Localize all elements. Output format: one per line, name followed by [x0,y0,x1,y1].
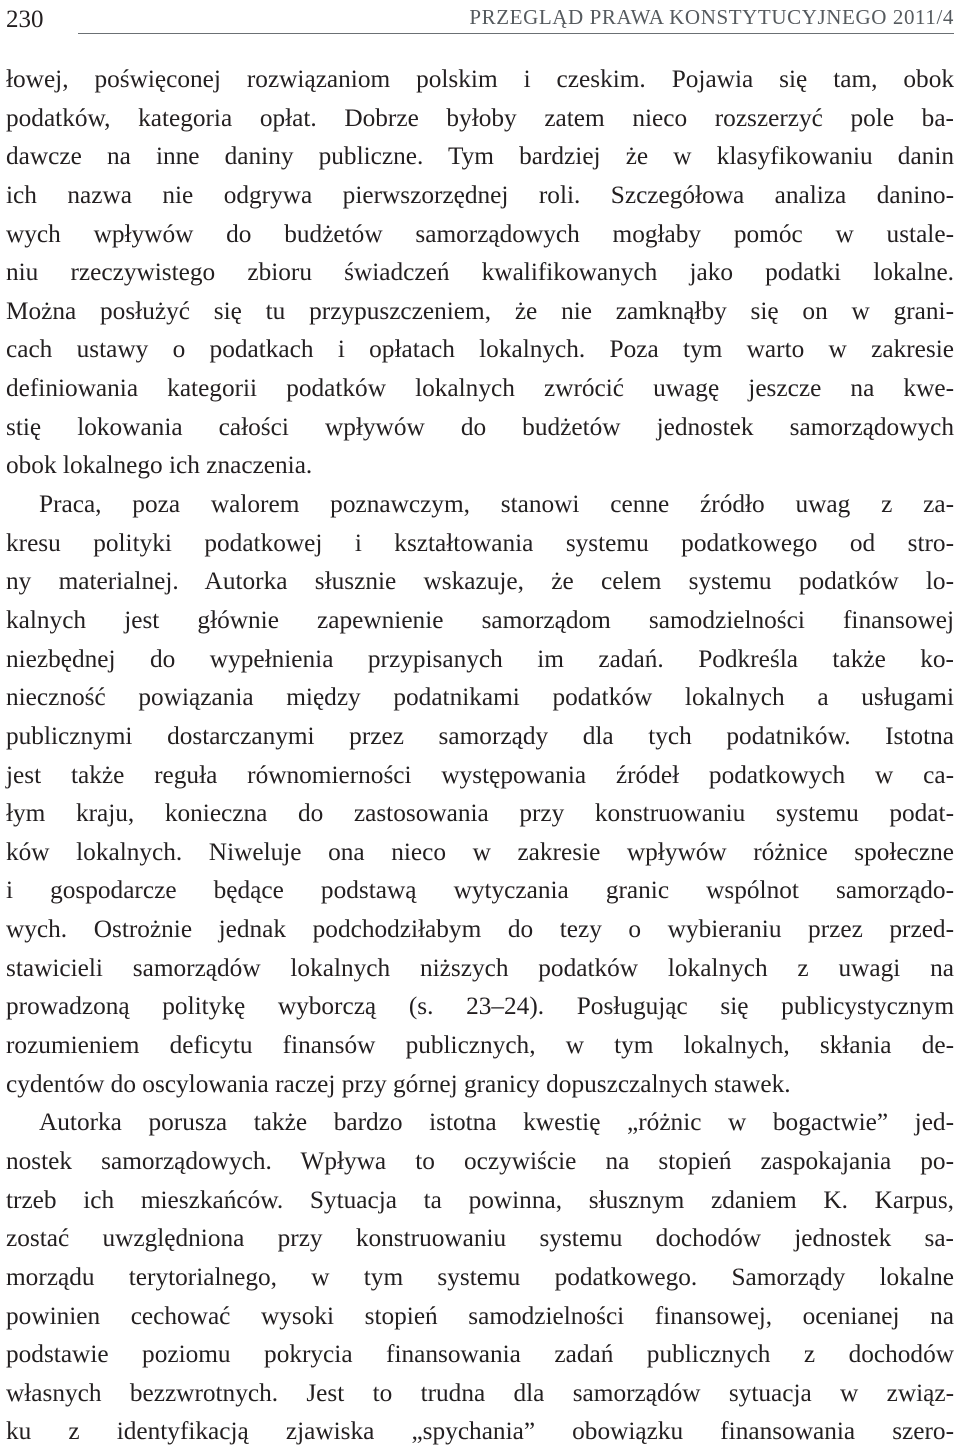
text-line: cach ustawy o podatkach i opłatach lokalnych. Poza tym warto w zakresie [6,335,954,364]
text-line: cydentów do oscylowania raczej przy górnej granicy dopuszczalnych stawek. [6,1069,791,1098]
text-line: Autorka porusza także bardzo istotna kwestię „różnic w bogactwie” jed- [39,1108,954,1137]
text-line: publicznymi dostarczanymi przez samorządy dla tych podatników. Istotna [6,721,954,750]
text-line: trzeb ich mieszkańców. Sytuacja ta powinna, słusznym zdaniem K. Karpus, [6,1185,954,1214]
text-line: stawicieli samorządów lokalnych niższych podatków lokalnych z uwagi na [6,953,954,982]
text-line: łowej, poświęconej rozwiązaniom polskim i czeskim. Pojawia się tam, obok [6,65,954,93]
text-line: wych. Ostrożnie jednak podchodziłabym do tezy o wybieraniu przez przed- [6,915,954,944]
text-line: nieczność powiązania między podatnikami podatków lokalnych a usługami [6,683,954,712]
text-line: wych wpływów do budżetów samorządowych mogłaby pomóc w ustale- [6,219,954,248]
text-line: obok lokalnego ich znaczenia. [6,451,313,480]
text-line: łym kraju, konieczna do zastosowania przy konstruowaniu systemu podat- [6,799,954,828]
text-line: morządu terytorialnego, w tym systemu podatkowego. Samorządy lokalne [6,1262,954,1291]
paragraph [6,485,954,1103]
paragraph [6,1103,954,1451]
text-line: ku z identyfikacją zjawiska „spychania” obowiązku finansowania szero- [6,1417,954,1446]
text-line: nostek samorządowych. Wpływa to oczywiście na stopień zaspokajania po- [6,1146,954,1175]
journal-title: PRZEGLĄD PRAWA KONSTYTUCYJNEGO 2011/4 [469,5,954,29]
text-line: dawcze na inne daniny publiczne. Tym bardziej że w klasyfikowaniu danin [6,142,954,171]
text-line: podatków, kategoria opłat. Dobrze byłoby zatem nieco rozszerzyć pole ba- [6,103,954,132]
text-line: kresu polityki podatkowej i kształtowania systemu podatkowego od stro- [6,528,954,557]
text-line: ny materialnej. Autorka słusznie wskazuje, że celem systemu podatków lo- [6,567,954,596]
text-line: ków lokalnych. Niweluje ona nieco w zakresie wpływów różnice społeczne [6,837,954,866]
text-line: własnych bezzwrotnych. Jest to trudna dla samorządów sytuacja w związ- [6,1378,954,1407]
text-line: zostać uwzględniona przy konstruowaniu systemu dochodów jednostek sa- [6,1224,954,1253]
body-text [6,60,954,1451]
text-line: stię lokowania całości wpływów do budżetów jednostek samorządowych [6,412,954,441]
running-header [6,2,954,42]
text-line: Można posłużyć się tu przypuszczeniem, że nie zamknąłby się on w grani- [6,296,954,325]
text-line: niu rzeczywistego zbioru świadczeń kwalifikowanych jako podatki lokalne. [6,258,954,287]
text-line: Praca, poza walorem poznawczym, stanowi cenne źródło uwag z za- [39,490,954,519]
text-line: powinien cechować wysoki stopień samodzielności finansowej, ocenianej na [6,1301,954,1330]
text-line: definiowania kategorii podatków lokalnych zwrócić uwagę jeszcze na kwe- [6,374,954,403]
text-line: niezbędnej do wypełnienia przypisanych im zadań. Podkreśla także ko- [6,644,954,673]
text-line: ich nazwa nie odgrywa pierwszorzędnej roli. Szczegółowa analiza danino- [6,180,954,209]
text-line: kalnych jest głównie zapewnienie samorządom samodzielności finansowej [6,605,954,634]
text-line: i gospodarcze będące podstawą wytyczania granic wspólnot samorządo- [6,876,954,905]
text-line: podstawie poziomu pokrycia finansowania zadań publicznych z dochodów [6,1340,954,1369]
text-line: rozumieniem deficytu finansów publicznych, w tym lokalnych, skłania de- [6,1031,954,1060]
header-rule [78,33,954,34]
text-line: prowadzoną politykę wyborczą (s. 23–24). Posługując się publicystycznym [6,992,954,1021]
text-line: jest także reguła równomierności występowania źródeł podatkowych w ca- [6,760,954,789]
paragraph [6,60,954,485]
page-number: 230 [6,6,44,33]
